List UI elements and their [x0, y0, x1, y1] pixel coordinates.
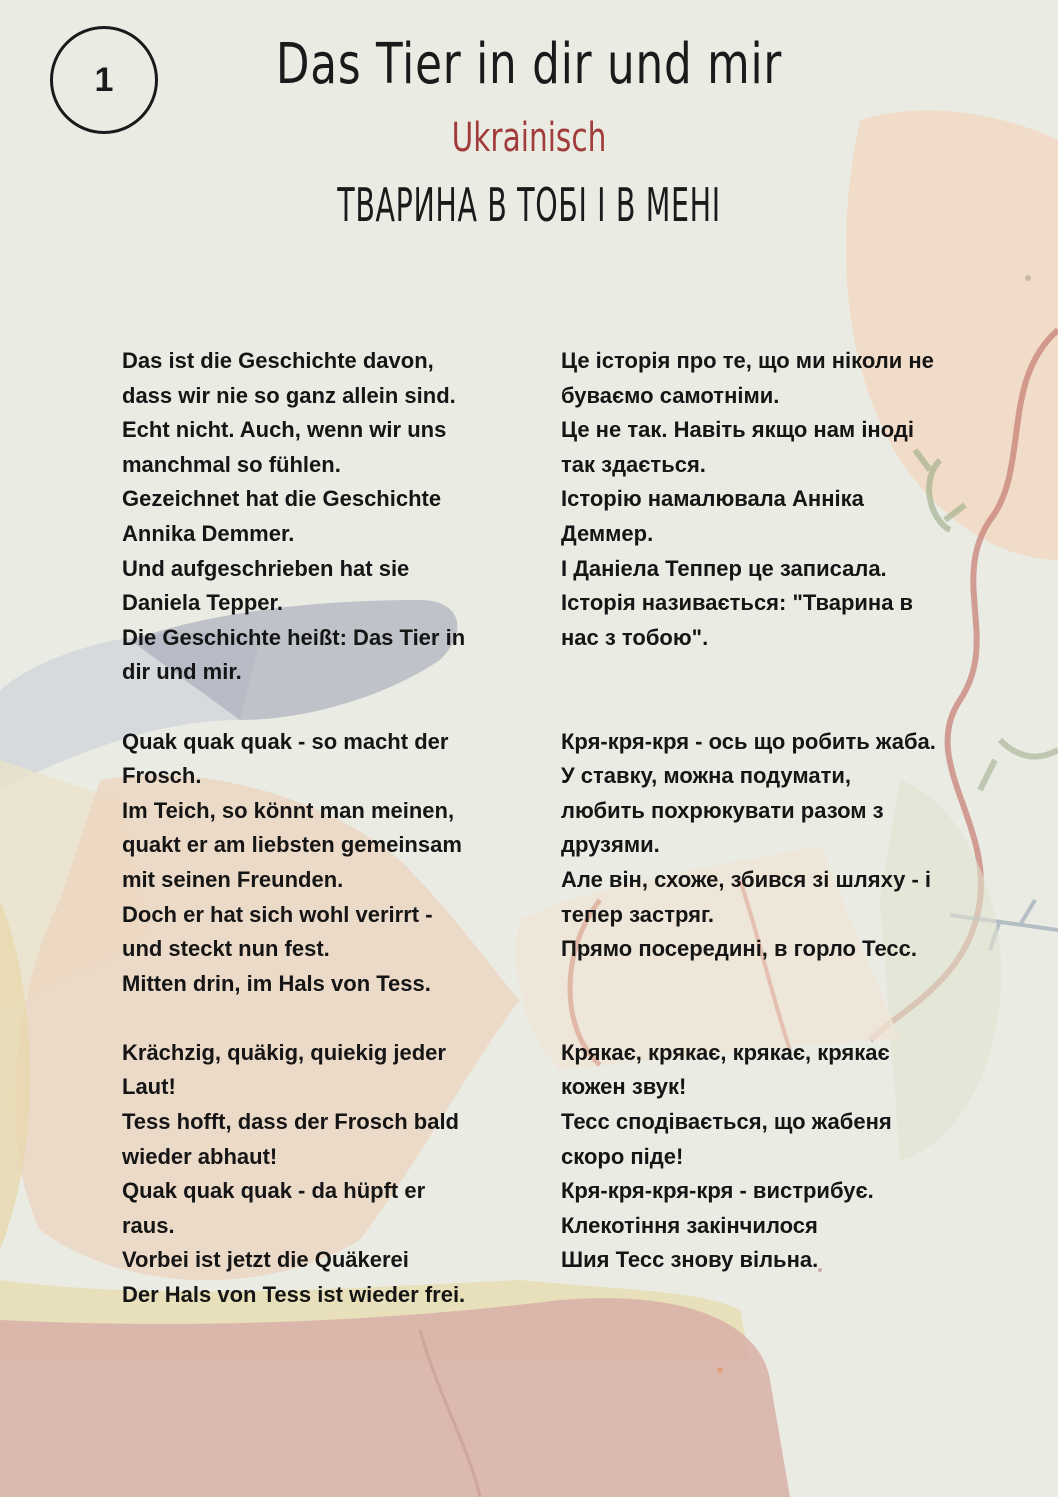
text-line: Але він, схоже, збився зі шляху - і — [561, 866, 931, 892]
text-line: Mitten drin, im Hals von Tess. — [122, 970, 431, 996]
ukrainian-text-column — [561, 344, 1001, 1278]
stanza — [122, 1036, 542, 1313]
text-line: dir und mir. — [122, 659, 242, 685]
text-line: Деммер. — [561, 520, 654, 546]
stanza — [561, 1036, 1001, 1278]
text-line: raus. — [122, 1212, 175, 1238]
text-line: Кря-кря-кря-кря - вистрибує. — [561, 1178, 874, 1204]
text-line: Це історія про те, що ми ніколи не — [561, 348, 934, 373]
text-line: Крякає, крякає, крякає, крякає — [561, 1039, 890, 1065]
text-line: manchmal so fühlen. — [122, 451, 341, 477]
language-subtitle: Ukrainisch — [451, 115, 607, 161]
text-line: wieder abhaut! — [122, 1143, 278, 1169]
text-line: quakt er am liebsten gemeinsam — [122, 832, 462, 858]
german-text-column — [122, 344, 542, 1313]
text-line: Und aufgeschrieben hat sie — [122, 555, 410, 581]
text-line: Annika Demmer. — [122, 520, 295, 546]
text-line: нас з тобою". — [561, 624, 709, 650]
text-line: Laut! — [122, 1074, 176, 1100]
page-number: 1 — [94, 60, 114, 99]
text-line: Тесс сподівається, що жабеня — [561, 1109, 892, 1135]
text-line: скоро піде! — [561, 1143, 684, 1169]
text-line: Echt nicht. Auch, wenn wir uns — [122, 417, 447, 443]
text-line: І Даніела Теппер це записала. — [561, 555, 887, 581]
text-line: Die Geschichte heißt: Das Tier in — [122, 624, 466, 650]
text-line: Das ist die Geschichte davon, — [122, 348, 434, 373]
stanza — [561, 725, 1001, 967]
text-line: Frosch. — [122, 763, 202, 789]
stanza — [122, 344, 542, 690]
text-line: Gezeichnet hat die Geschichte — [122, 486, 442, 512]
text-line: Історія називається: "Тварина в — [561, 590, 914, 616]
text-line: dass wir nie so ganz allein sind. — [122, 382, 456, 408]
text-line: любить похрюкувати разом з — [561, 797, 884, 823]
text-line: так здається. — [561, 451, 706, 477]
text-line: У ставку, можна подумати, — [561, 763, 851, 789]
text-line: буваємо самотніми. — [561, 382, 780, 408]
text-line: друзями. — [561, 832, 660, 858]
text-line: Vorbei ist jetzt die Quäkerei — [122, 1247, 409, 1273]
text-line: Шия Тесс знову вільна. — [561, 1247, 819, 1273]
text-line: Im Teich, so könnt man meinen, — [122, 797, 455, 823]
text-line: Doch er hat sich wohl verirrt - — [122, 901, 433, 927]
text-line: тепер застряг. — [561, 901, 715, 927]
text-line: Кря-кря-кря - ось що робить жаба. — [561, 728, 936, 754]
stanza — [122, 725, 542, 1002]
text-line: Daniela Tepper. — [122, 590, 283, 616]
text-line: кожен звук! — [561, 1074, 687, 1100]
text-line: Quak quak quak - da hüpft er — [122, 1178, 426, 1204]
page-title: Das Tier in dir und mir — [275, 32, 783, 97]
text-line: Krächzig, quäkig, quiekig jeder — [122, 1039, 446, 1065]
text-line: Це не так. Навіть якщо нам іноді — [561, 417, 914, 443]
text-line: Історію намалювала Анніка — [561, 486, 864, 512]
text-line: Quak quak quak - so macht der — [122, 728, 449, 754]
translated-title: ТВАРИНА В ТОБІ І В МЕНІ — [337, 178, 721, 232]
text-line: und steckt nun fest. — [122, 936, 330, 962]
text-line: Прямо посередині, в горло Тесс. — [561, 936, 917, 962]
text-line: Клекотіння закінчилося — [561, 1212, 818, 1238]
text-line: mit seinen Freunden. — [122, 866, 344, 892]
stanza — [561, 344, 1001, 655]
text-line: Tess hofft, dass der Frosch bald — [122, 1109, 459, 1135]
text-line: Der Hals von Tess ist wieder frei. — [122, 1282, 466, 1308]
